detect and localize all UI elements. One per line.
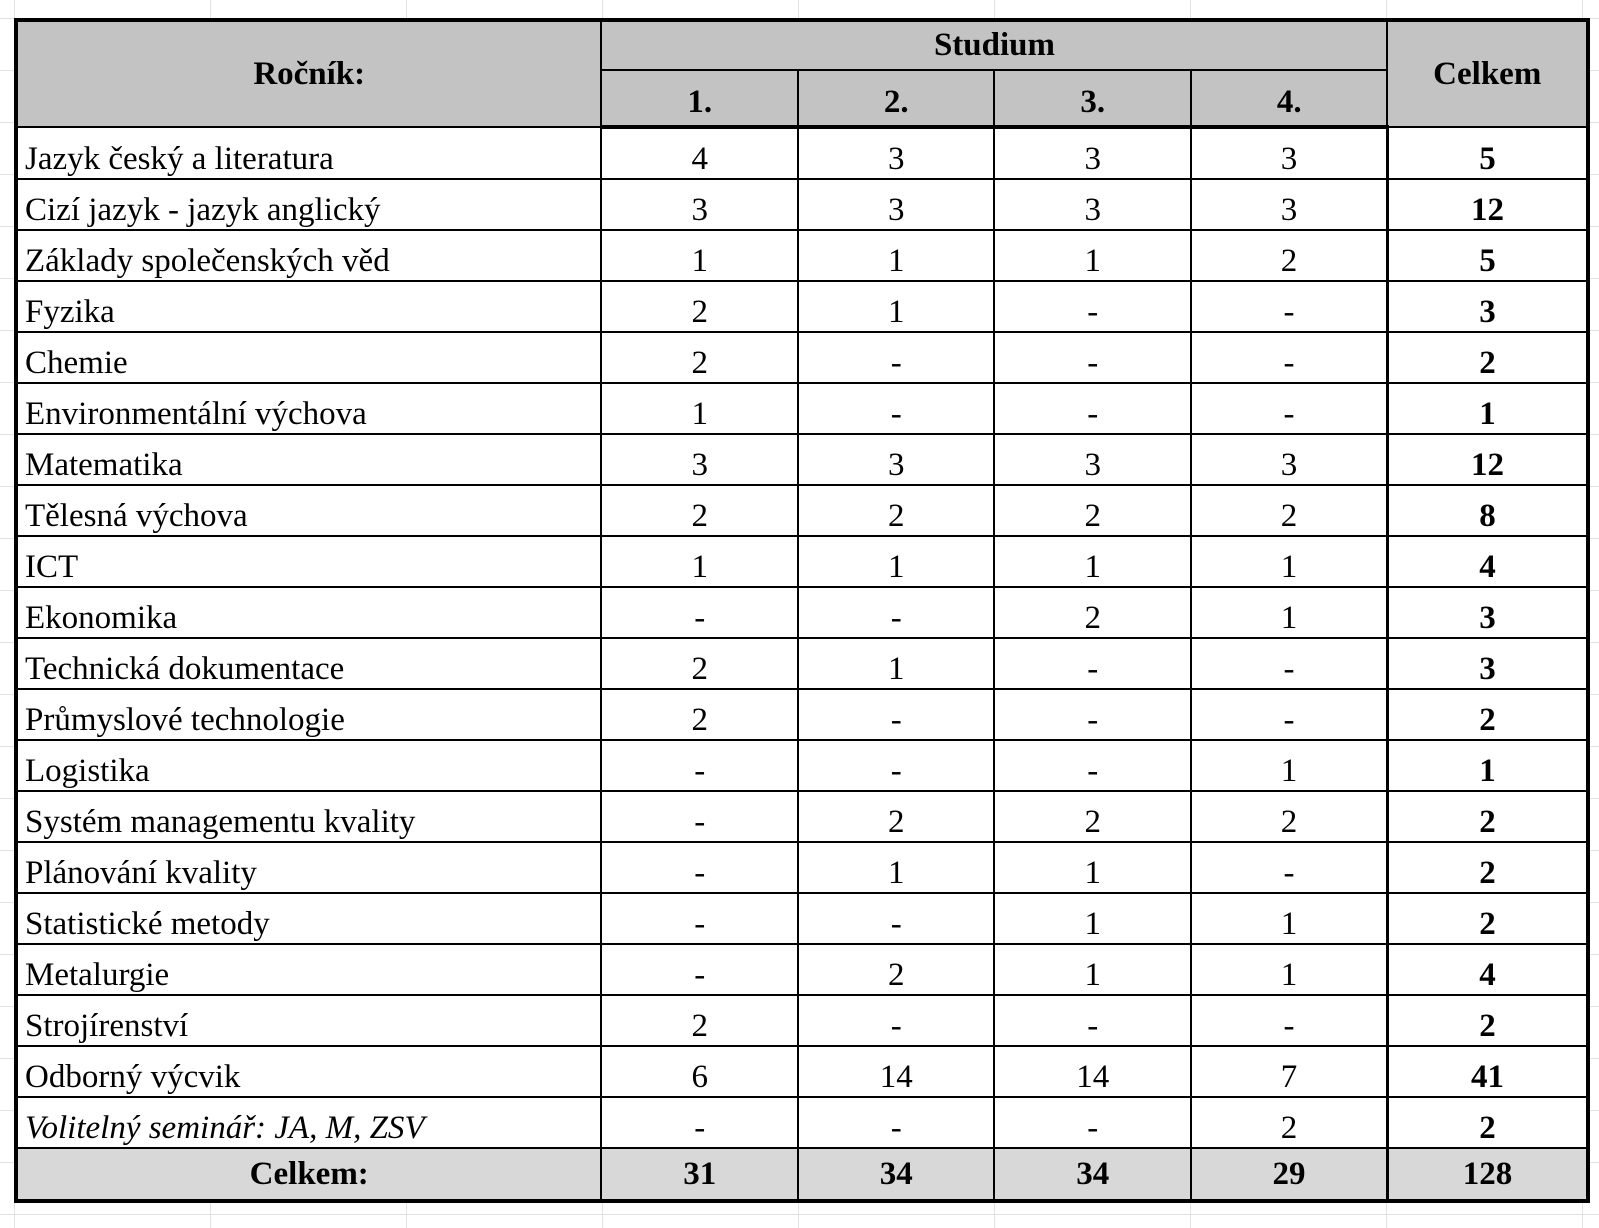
year-1-cell: 1 [601, 536, 798, 587]
year-1-cell: 1 [601, 230, 798, 281]
table-row [16, 638, 1588, 689]
year-2-cell: 3 [798, 179, 995, 230]
table-row [16, 791, 1588, 842]
totals-year-4: 29 [1191, 1148, 1388, 1201]
year-2-cell: - [798, 587, 995, 638]
curriculum-table [14, 18, 1590, 1203]
table-row [16, 689, 1588, 740]
year-4-cell: 1 [1191, 536, 1388, 587]
year-3-cell: 3 [994, 434, 1191, 485]
year-3-cell: - [994, 383, 1191, 434]
subject-cell: Ekonomika [16, 587, 601, 638]
row-total-cell: 2 [1387, 689, 1588, 740]
header-year-3: 3. [994, 70, 1191, 127]
year-1-cell: 3 [601, 179, 798, 230]
year-1-cell: 2 [601, 689, 798, 740]
year-1-cell: - [601, 587, 798, 638]
table-row [16, 230, 1588, 281]
year-3-cell: - [994, 332, 1191, 383]
row-total-cell: 1 [1387, 740, 1588, 791]
year-3-cell: 3 [994, 179, 1191, 230]
year-4-cell: 1 [1191, 587, 1388, 638]
table-row [16, 434, 1588, 485]
row-total-cell: 41 [1387, 1046, 1588, 1097]
row-total-cell: 12 [1387, 434, 1588, 485]
year-2-cell: 1 [798, 638, 995, 689]
year-1-cell: - [601, 893, 798, 944]
subject-cell: Jazyk český a literatura [16, 127, 601, 179]
year-4-cell: - [1191, 842, 1388, 893]
row-total-cell: 2 [1387, 893, 1588, 944]
row-total-cell: 3 [1387, 638, 1588, 689]
row-total-cell: 2 [1387, 332, 1588, 383]
year-1-cell: 2 [601, 281, 798, 332]
table-row [16, 1097, 1588, 1148]
year-2-cell: - [798, 383, 995, 434]
year-1-cell: - [601, 1097, 798, 1148]
year-4-cell: - [1191, 689, 1388, 740]
year-4-cell: 1 [1191, 944, 1388, 995]
year-2-cell: - [798, 995, 995, 1046]
subject-cell: Cizí jazyk - jazyk anglický [16, 179, 601, 230]
year-1-cell: 6 [601, 1046, 798, 1097]
subject-cell: Environmentální výchova [16, 383, 601, 434]
table-row [16, 127, 1588, 179]
row-total-cell: 3 [1387, 587, 1588, 638]
year-2-cell: 2 [798, 944, 995, 995]
year-2-cell: - [798, 689, 995, 740]
year-2-cell: 3 [798, 434, 995, 485]
year-3-cell: 2 [994, 587, 1191, 638]
row-total-cell: 4 [1387, 536, 1588, 587]
year-3-cell: 1 [994, 536, 1191, 587]
year-2-cell: - [798, 332, 995, 383]
table-row [16, 842, 1588, 893]
year-3-cell: - [994, 995, 1191, 1046]
table-row [16, 332, 1588, 383]
header-row-top [16, 20, 1588, 70]
year-1-cell: 2 [601, 485, 798, 536]
subject-cell: Strojírenství [16, 995, 601, 1046]
totals-year-2: 34 [798, 1148, 995, 1201]
year-4-cell: 3 [1191, 179, 1388, 230]
table-row [16, 536, 1588, 587]
year-3-cell: 1 [994, 893, 1191, 944]
row-total-cell: 4 [1387, 944, 1588, 995]
table-row [16, 1046, 1588, 1097]
year-3-cell: 1 [994, 944, 1191, 995]
year-4-cell: - [1191, 638, 1388, 689]
year-4-cell: - [1191, 332, 1388, 383]
year-4-cell: - [1191, 383, 1388, 434]
year-3-cell: 14 [994, 1046, 1191, 1097]
row-total-cell: 8 [1387, 485, 1588, 536]
subject-cell: Tělesná výchova [16, 485, 601, 536]
table-row [16, 740, 1588, 791]
table-row [16, 893, 1588, 944]
year-2-cell: 2 [798, 791, 995, 842]
row-total-cell: 5 [1387, 127, 1588, 179]
header-year-2: 2. [798, 70, 995, 127]
year-2-cell: 1 [798, 281, 995, 332]
table-row [16, 587, 1588, 638]
year-2-cell: 3 [798, 127, 995, 179]
year-4-cell: 3 [1191, 127, 1388, 179]
subject-cell: Technická dokumentace [16, 638, 601, 689]
year-1-cell: - [601, 791, 798, 842]
year-2-cell: - [798, 740, 995, 791]
year-2-cell: 2 [798, 485, 995, 536]
row-total-cell: 5 [1387, 230, 1588, 281]
subject-cell: Matematika [16, 434, 601, 485]
row-total-cell: 2 [1387, 791, 1588, 842]
totals-year-3: 34 [994, 1148, 1191, 1201]
table-row [16, 179, 1588, 230]
subject-cell: Systém managementu kvality [16, 791, 601, 842]
year-1-cell: - [601, 944, 798, 995]
year-1-cell: - [601, 842, 798, 893]
subject-cell: Statistické metody [16, 893, 601, 944]
row-total-cell: 12 [1387, 179, 1588, 230]
year-2-cell: 1 [798, 842, 995, 893]
subject-cell: Fyzika [16, 281, 601, 332]
year-2-cell: 14 [798, 1046, 995, 1097]
year-3-cell: 1 [994, 230, 1191, 281]
row-total-cell: 1 [1387, 383, 1588, 434]
header-year-1: 1. [601, 70, 798, 127]
year-3-cell: - [994, 740, 1191, 791]
header-celkem: Celkem [1387, 20, 1588, 127]
row-total-cell: 2 [1387, 995, 1588, 1046]
year-3-cell: 2 [994, 791, 1191, 842]
year-2-cell: 1 [798, 230, 995, 281]
year-4-cell: - [1191, 281, 1388, 332]
year-1-cell: - [601, 740, 798, 791]
year-4-cell: 2 [1191, 230, 1388, 281]
totals-grand-total: 128 [1387, 1148, 1588, 1201]
year-2-cell: 1 [798, 536, 995, 587]
header-year-4: 4. [1191, 70, 1388, 127]
header-rocnik: Ročník: [16, 20, 601, 127]
table-body [16, 127, 1588, 1148]
year-3-cell: - [994, 1097, 1191, 1148]
subject-cell: Průmyslové technologie [16, 689, 601, 740]
year-4-cell: 1 [1191, 893, 1388, 944]
year-1-cell: 2 [601, 332, 798, 383]
year-2-cell: - [798, 893, 995, 944]
year-3-cell: 2 [994, 485, 1191, 536]
totals-row [16, 1148, 1588, 1201]
subject-cell: Metalurgie [16, 944, 601, 995]
table-row [16, 485, 1588, 536]
year-4-cell: 3 [1191, 434, 1388, 485]
subject-cell: Základy společenských věd [16, 230, 601, 281]
year-1-cell: 2 [601, 995, 798, 1046]
header-studium: Studium [601, 20, 1387, 70]
year-4-cell: 2 [1191, 485, 1388, 536]
year-3-cell: 3 [994, 127, 1191, 179]
year-4-cell: 2 [1191, 1097, 1388, 1148]
year-3-cell: - [994, 638, 1191, 689]
subject-cell: Volitelný seminář: JA, M, ZSV [16, 1097, 601, 1148]
row-total-cell: 2 [1387, 842, 1588, 893]
totals-year-1: 31 [601, 1148, 798, 1201]
year-2-cell: - [798, 1097, 995, 1148]
year-1-cell: 4 [601, 127, 798, 179]
year-1-cell: 2 [601, 638, 798, 689]
year-3-cell: 1 [994, 842, 1191, 893]
row-total-cell: 2 [1387, 1097, 1588, 1148]
year-3-cell: - [994, 689, 1191, 740]
table-row [16, 944, 1588, 995]
table-row [16, 995, 1588, 1046]
subject-cell: Chemie [16, 332, 601, 383]
year-1-cell: 1 [601, 383, 798, 434]
subject-cell: Logistika [16, 740, 601, 791]
subject-cell: ICT [16, 536, 601, 587]
subject-cell: Plánování kvality [16, 842, 601, 893]
table-row [16, 383, 1588, 434]
year-4-cell: 1 [1191, 740, 1388, 791]
row-total-cell: 3 [1387, 281, 1588, 332]
year-4-cell: 2 [1191, 791, 1388, 842]
table-row [16, 281, 1588, 332]
year-3-cell: - [994, 281, 1191, 332]
year-4-cell: 7 [1191, 1046, 1388, 1097]
totals-label: Celkem: [16, 1148, 601, 1201]
subject-cell: Odborný výcvik [16, 1046, 601, 1097]
year-1-cell: 3 [601, 434, 798, 485]
year-4-cell: - [1191, 995, 1388, 1046]
